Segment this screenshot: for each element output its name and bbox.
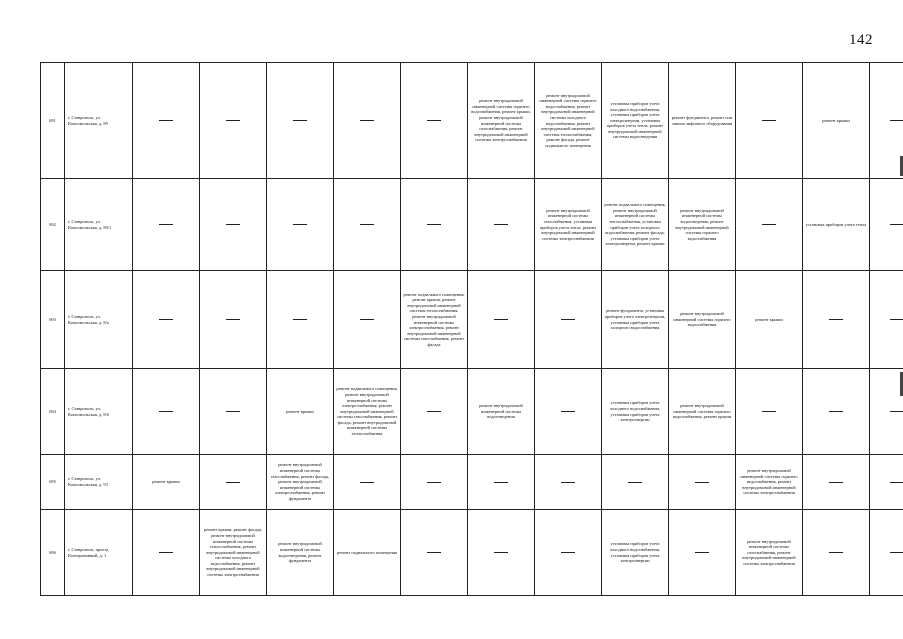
- building-address: г. Ставрополь, ул. Комсомольская, д. 89: [65, 63, 133, 179]
- repair-works-cell: ремонт подвального помещения: [334, 510, 401, 596]
- empty-dash-cell: [535, 510, 602, 596]
- page-number: 142: [849, 32, 873, 48]
- repair-works-cell: ремонт фундамента, установка приборов учета электроэнергии, установка приборов учета холодного водоснабжения: [602, 271, 669, 369]
- table-row: [41, 369, 903, 455]
- empty-dash-cell: [602, 455, 669, 510]
- repair-works-cell: ремонт внутридомовой инженерной системы газоснабжения, ремонт фасада, ремонт внутридомовой инженерной системы электроснабжения, ремонт фундамента: [267, 455, 334, 510]
- empty-dash-cell: [535, 455, 602, 510]
- repair-works-cell: ремонт крыши: [133, 455, 200, 510]
- empty-dash-cell: [535, 271, 602, 369]
- empty-dash-cell: [133, 63, 200, 179]
- empty-dash-cell: [200, 271, 267, 369]
- empty-dash-cell: [401, 369, 468, 455]
- repair-works-cell: установка приборов учета холодного водоснабжения, установка приборов учета электроэнергии: [602, 369, 669, 455]
- row-number: 695: [41, 455, 65, 510]
- empty-dash-cell: [736, 63, 803, 179]
- row-number: 693: [41, 271, 65, 369]
- empty-dash-cell: [267, 179, 334, 271]
- empty-dash-cell: [803, 510, 870, 596]
- empty-dash-cell: [267, 63, 334, 179]
- repair-works-cell: ремонт внутридомовой инженерной системы газоснабжения, установка приборов учета тепла, ремонт внутридомовой инженерной системы электроснабжения: [535, 179, 602, 271]
- repair-works-cell: ремонт крыши: [803, 63, 870, 179]
- empty-dash-cell: [535, 369, 602, 455]
- row-number: 694: [41, 369, 65, 455]
- repair-works-cell: установка приборов учета холодного водоснабжения, установка приборов учета электроэнергии: [602, 510, 669, 596]
- table-row: [41, 179, 903, 271]
- empty-dash-cell: [870, 179, 903, 271]
- empty-dash-cell: [468, 455, 535, 510]
- repair-works-cell: ремонт внутридомовой инженерной системы газоснабжения, ремонт внутридомовой инженерной системы электроснабжения: [736, 510, 803, 596]
- empty-dash-cell: [736, 179, 803, 271]
- table-row: [41, 455, 903, 510]
- repair-works-cell: ремонт внутридомовой инженерной системы горячего водоснабжения, ремонт крыши, ремонт внутридомовой инженерной системы газоснабжения, ремонт внутридомовой инженерной системы электроснабжения: [468, 63, 535, 179]
- building-address: г. Ставрополь, ул. Комсомольская, д. 93: [65, 455, 133, 510]
- repair-schedule-table: [40, 62, 903, 596]
- repair-works-cell: ремонт подвального помещения, ремонт крыши, ремонт внутридомовой инженерной системы теплоснабжения, ремонт внутридомовой инженерной системы электроснабжения, ремонт внутридомовой инженерной системы газоснабжения, ремонт фасада: [401, 271, 468, 369]
- empty-dash-cell: [669, 510, 736, 596]
- repair-works-cell: установка приборов учета тепла: [803, 179, 870, 271]
- building-address: г. Ставрополь, ул. Комсомольская, д. 8/а: [65, 271, 133, 369]
- empty-dash-cell: [669, 455, 736, 510]
- empty-dash-cell: [334, 271, 401, 369]
- repair-works-cell: ремонт подвального помещения, ремонт внутридомовой инженерной системы теплоснабжения, установка приборов учета холодного водоснабжения, ремонт фасада, установка приборов учета электроэнергии, ремонт крыши: [602, 179, 669, 271]
- empty-dash-cell: [334, 63, 401, 179]
- repair-works-cell: ремонт внутридомовой инженерной системы горячего водоснабжения: [669, 271, 736, 369]
- row-number: 691: [41, 63, 65, 179]
- empty-dash-cell: [803, 369, 870, 455]
- empty-dash-cell: [870, 455, 903, 510]
- repair-works-cell: ремонт фундамента, ремонт или замена лифтового оборудования: [669, 63, 736, 179]
- empty-dash-cell: [870, 271, 903, 369]
- repair-works-cell: ремонт крыши: [736, 271, 803, 369]
- empty-dash-cell: [401, 455, 468, 510]
- empty-dash-cell: [803, 271, 870, 369]
- empty-dash-cell: [803, 455, 870, 510]
- empty-dash-cell: [200, 179, 267, 271]
- table-row: [41, 510, 903, 596]
- row-number: 696: [41, 510, 65, 596]
- empty-dash-cell: [267, 271, 334, 369]
- building-address: г. Ставрополь, ул. Комсомольская, д. 89/1: [65, 179, 133, 271]
- row-number: 692: [41, 179, 65, 271]
- empty-dash-cell: [401, 510, 468, 596]
- empty-dash-cell: [133, 369, 200, 455]
- repair-works-cell: ремонт крыши: [267, 369, 334, 455]
- repair-works-cell: ремонт внутридомовой инженерной системы горячего водоснабжения, ремонт внутридомовой инженерной системы холодного водоснабжения, ремонт внутридомовой инженерной системы теплоснабжения, ремонт фасада, ремонт подвального помещения: [535, 63, 602, 179]
- empty-dash-cell: [870, 63, 903, 179]
- repair-works-cell: ремонт внутридомовой инженерной системы горячего водоснабжения, ремонт внутридомовой инженерной системы электроснабжения: [736, 455, 803, 510]
- table-row: [41, 271, 903, 369]
- table-body: [41, 63, 903, 596]
- empty-dash-cell: [133, 510, 200, 596]
- empty-dash-cell: [334, 455, 401, 510]
- table-row: [41, 63, 903, 179]
- empty-dash-cell: [468, 271, 535, 369]
- repair-works-cell: ремонт внутридомовой инженерной системы водоотведения, ремонт фундамента: [267, 510, 334, 596]
- repair-works-cell: ремонт подвального помещения, ремонт внутридомовой инженерной системы электроснабжения, ремонт внутридомовой инженерной системы газоснабжения, ремонт фасада, ремонт внутридомовой инженерной системы теплоснабжения: [334, 369, 401, 455]
- empty-dash-cell: [200, 369, 267, 455]
- empty-dash-cell: [870, 369, 903, 455]
- empty-dash-cell: [133, 271, 200, 369]
- building-address: г. Ставрополь, ул. Комсомольская, д. 8/б: [65, 369, 133, 455]
- empty-dash-cell: [401, 63, 468, 179]
- repair-works-cell: ремонт крыши, ремонт фасада, ремонт внутридомовой инженерной системы теплоснабжения, ремонт внутридомовой инженерной системы холодного водоснабжения, ремонт внутридомовой инженерной системы электроснабжения: [200, 510, 267, 596]
- empty-dash-cell: [468, 179, 535, 271]
- empty-dash-cell: [401, 179, 468, 271]
- empty-dash-cell: [133, 179, 200, 271]
- empty-dash-cell: [200, 455, 267, 510]
- empty-dash-cell: [468, 510, 535, 596]
- repair-works-cell: ремонт внутридомовой инженерной системы водоотведения: [468, 369, 535, 455]
- empty-dash-cell: [200, 63, 267, 179]
- repair-works-cell: установка приборов учета холодного водоснабжения, установка приборов учета электроэнергии, установка приборов учета тепла, ремонт внутридомовой инженерной системы водоотведения: [602, 63, 669, 179]
- empty-dash-cell: [736, 369, 803, 455]
- empty-dash-cell: [334, 179, 401, 271]
- building-address: г. Ставрополь, проезд Кооперативный, д. 1: [65, 510, 133, 596]
- repair-works-cell: ремонт внутридомовой инженерной системы горячего водоснабжения, ремонт крыши: [669, 369, 736, 455]
- empty-dash-cell: [870, 510, 903, 596]
- repair-works-cell: ремонт внутридомовой инженерной системы водоотведения, ремонт внутридомовой инженерной системы горячего водоснабжения: [669, 179, 736, 271]
